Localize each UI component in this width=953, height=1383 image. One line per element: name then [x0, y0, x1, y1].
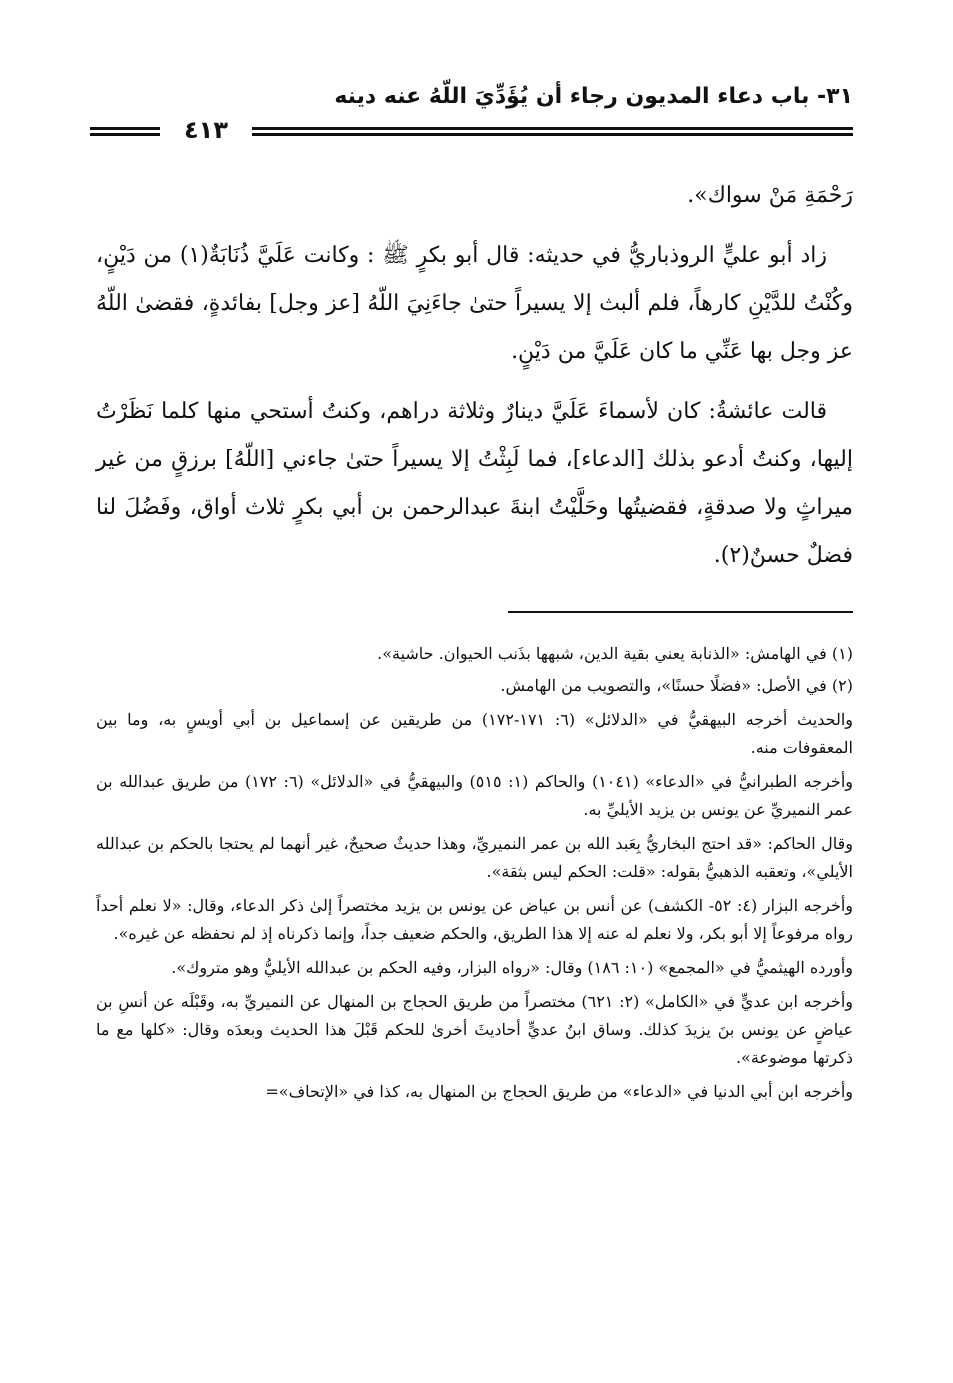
footnote-paragraph: وأخرجه ابن عديٍّ في «الكامل» (٢: ٦٢١) مختصراً من طريق الحجاج بن المنهال عن النميريِّ به، وقَبْلَه عن أنسِ بن عياضٍ عن يونس بنَ يزيدَ كذلك. وساق ابنُ عديٍّ أحاديثَ أخرىٰ للحكم قَبْلَ هذا الحديث وبعدَه وقال: «كلها مع ما ذكرتها موضوعة». — [96, 992, 853, 1067]
footnote-paragraph: وأخرجه البزار (٤: ٥٢- الكشف) عن أنس بن عياض عن يونس بن يزيد مختصراً إلىٰ ذكر الدعاء، وقال: «لا نعلم أحداً رواه مرفوعاً إلا أبو بكر، ولا نعلم له عنه إلا هذا الطريق، والحكم ضعيف جداً، وإنما ذكرناه إذ لم نحفظه عن غيره». — [96, 896, 854, 943]
footnote-line: (١) في الهامش: «الذنابة يعني بقية الدين، شبهها بذَنب الحيوان. حاشية». — [377, 644, 853, 663]
footnote-paragraph: والحديث أخرجه البيهقيُّ في «الدلائل» (٦: ١٧١-١٧٢) من طريقين عن إسماعيل بن أبي أويسٍ به، وما بين المعقوفات منه. — [96, 710, 853, 757]
header-rule-row — [90, 116, 853, 144]
footnote-paragraph: وأخرجه ابن أبي الدنيا في «الدعاء» من طريق الحجاج بن المنهال به، كذا في «الإتحاف»= — [265, 1082, 853, 1101]
footnote-paragraph: وأورده الهيثميُّ في «المجمع» (١٠: ١٨٦) وقال: «رواه البزار، وفيه الحكم بن عبدالله الأيليُّ وهو متروك». — [171, 958, 853, 977]
footnotes — [96, 640, 853, 1110]
header-rule-right — [252, 127, 853, 136]
header-rule-left — [90, 127, 160, 136]
footnote-separator — [508, 611, 853, 613]
footnote-paragraph: وأخرجه الطبرانيُّ في «الدعاء» (١٠٤١) والحاكم (١: ٥١٥) والبيهقيُّ في «الدلائل» (٦: ١٧٢) من طريق عبدالله بن عمر النميريِّ عن يونس بن يزيد الأيليِّ به. — [96, 772, 853, 819]
page-header — [90, 78, 853, 148]
main-paragraph: قالت عائشةُ: كان لأسماءَ عَلَيَّ دينارٌ وثلاثة دراهم، وكنتُ أستحي منها كلما نَظَرْتُ إليها، وكنتُ أدعو بذلك [الدعاء]، فما لَبِثْتُ إلا يسيراً حتىٰ جاءني [اللّهُ] برزقٍ من غير ميراثٍ ولا صدقةٍ، فقضيتُها وحَلَّيْتُ ابنةَ عبدالرحمن بن أبي بكرٍ ثلاث أواق، وفَضُلَ لنا فضلٌ حسنٌ(٢). — [96, 399, 853, 568]
page-number: ٤١٣ — [184, 116, 228, 144]
main-paragraph: زاد أبو عليٍّ الروذباريُّ في حديثه: قال أبو بكرٍ ﷺ : وكانت عَلَيَّ ذُنَابَةٌ(١) من دَيْنٍ، وكُنْتُ للدَّيْنِ كارهاً، فلم ألبث إلا يسيراً حتىٰ جاءَنِيَ اللّهُ [عز وجل] بفائدةٍ، فقضىٰ اللّهُ عز وجل بها عَنِّي ما كان عَلَيَّ من دَيْنٍ. — [96, 243, 853, 364]
footnote-line: (٢) في الأصل: «فضلًا حسنًا»، والتصويب من الهامش. — [500, 676, 853, 695]
main-text — [96, 172, 853, 592]
chapter-title: ٣١- باب دعاء المديون رجاء أن يُؤَدِّيَ اللّهُ عنه دينه — [334, 84, 853, 109]
main-paragraph: رَحْمَةِ مَنْ سواك». — [687, 183, 853, 208]
footnote-paragraph: وقال الحاكم: «قد احتج البخاريُّ بِعَبد الله بن عمر النميريِّ، وهذا حديثٌ صحيحٌ، غير أنهما لم يحتجا بالحكم بن عبدالله الأيلي»، وتعقبه الذهبيُّ بقوله: «قلت: الحكم ليس بثقة». — [96, 834, 854, 881]
